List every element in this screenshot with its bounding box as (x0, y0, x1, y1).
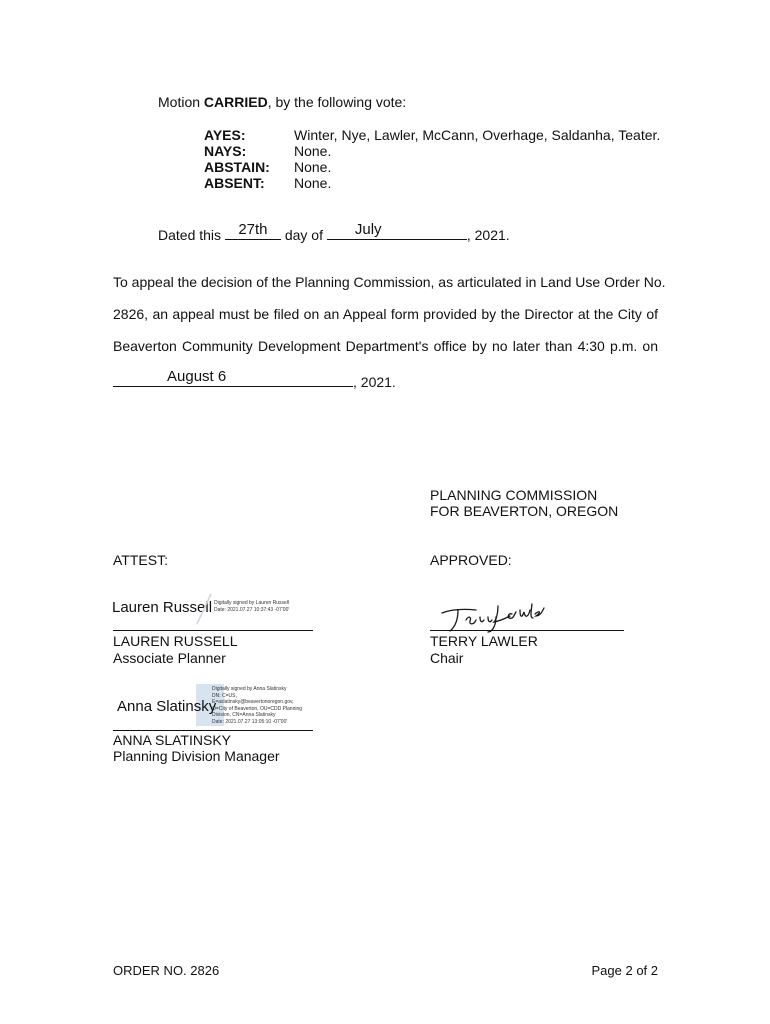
digital-signature-mark-icon (193, 590, 215, 626)
vote-value-abstain: None. (294, 159, 332, 175)
dated-day: 27th (238, 221, 268, 238)
slatinsky-digital-info (212, 686, 302, 725)
slatinsky-signature: Anna Slatinsky (117, 698, 217, 715)
slatinsky-signature-line (113, 730, 313, 731)
russell-digital-line: Date: 2021.07.27 10:37:43 -07'00' (214, 606, 290, 613)
vote-label-abstain: ABSTAIN: (204, 159, 270, 175)
slatinsky-digital-line: O=City of Beaverton, OU=CDD Planning (212, 705, 303, 712)
appeal-line-3: Beaverton Community Development Department's office by no later than 4:30 p.m. on (113, 338, 658, 354)
slatinsky-digital-line: Digitally signed by Anna Slatinsky (212, 686, 287, 692)
slatinsky-digital-line: Date: 2021.07.27 13:05:10 -07'00' (212, 718, 288, 725)
vote-label-ayes: AYES: (204, 127, 246, 143)
dated-month-blank (327, 221, 467, 240)
footer-order-number: ORDER NO. 2826 (113, 963, 220, 978)
dated-line (158, 221, 510, 243)
dated-day-blank (225, 221, 281, 240)
dated-suffix: , 2021. (466, 227, 510, 243)
appeal-deadline-blank (113, 368, 353, 387)
vote-value-absent: None. (294, 175, 332, 191)
vote-value-ayes: Winter, Nye, Lawler, McCann, Overhage, Saldanha, Teater. (294, 127, 661, 143)
footer-page-number: Page 2 of 2 (591, 963, 658, 978)
motion-prefix: Motion (158, 94, 204, 110)
motion-suffix: , by the following vote: (267, 94, 407, 110)
lawler-title: Chair (430, 650, 464, 666)
appeal-deadline-suffix: , 2021. (353, 374, 396, 390)
motion-line (158, 94, 406, 110)
dated-middle: day of (280, 227, 327, 243)
lawler-handwritten-signature (436, 600, 546, 634)
slatinsky-digital-line: E=aslatinsky@beavertonoregon.gov, (212, 699, 294, 705)
lawler-signature-line (430, 630, 624, 631)
attest-label: ATTEST: (113, 552, 168, 568)
vote-label-nays: NAYS: (204, 143, 247, 159)
appeal-line-2: 2826, an appeal must be filed on an Appeal form provided by the Director at the City of (113, 306, 658, 322)
dated-month: July (354, 221, 382, 238)
commission-line-2: FOR BEAVERTON, OREGON (430, 503, 619, 519)
dated-prefix: Dated this (158, 227, 225, 243)
russell-title: Associate Planner (113, 650, 226, 666)
russell-signature: Lauren Russell (112, 599, 213, 616)
vote-value-nays: None. (294, 143, 332, 159)
russell-digital-line: Digitally signed by Lauren Russell (214, 600, 290, 606)
commission-line-1: PLANNING COMMISSION (430, 487, 598, 503)
approved-label: APPROVED: (430, 552, 512, 568)
appeal-deadline: August 6 (167, 368, 227, 385)
vote-label-absent: ABSENT: (204, 175, 265, 191)
russell-digital-info (214, 600, 289, 613)
slatinsky-digital-line: DN: C=US, (212, 692, 237, 699)
russell-signature-line (113, 630, 313, 631)
appeal-line-1: To appeal the decision of the Planning Commission, as articulated in Land Use Order No. (113, 274, 666, 290)
slatinsky-digital-line: Division, CN=Anna Slatinsky (212, 712, 276, 718)
slatinsky-name: ANNA SLATINSKY (113, 732, 232, 748)
russell-name: LAUREN RUSSELL (113, 633, 238, 649)
lawler-name: TERRY LAWLER (430, 633, 538, 649)
appeal-deadline-line (113, 368, 396, 390)
slatinsky-title: Planning Division Manager (113, 748, 280, 764)
motion-carried: CARRIED (203, 94, 268, 110)
